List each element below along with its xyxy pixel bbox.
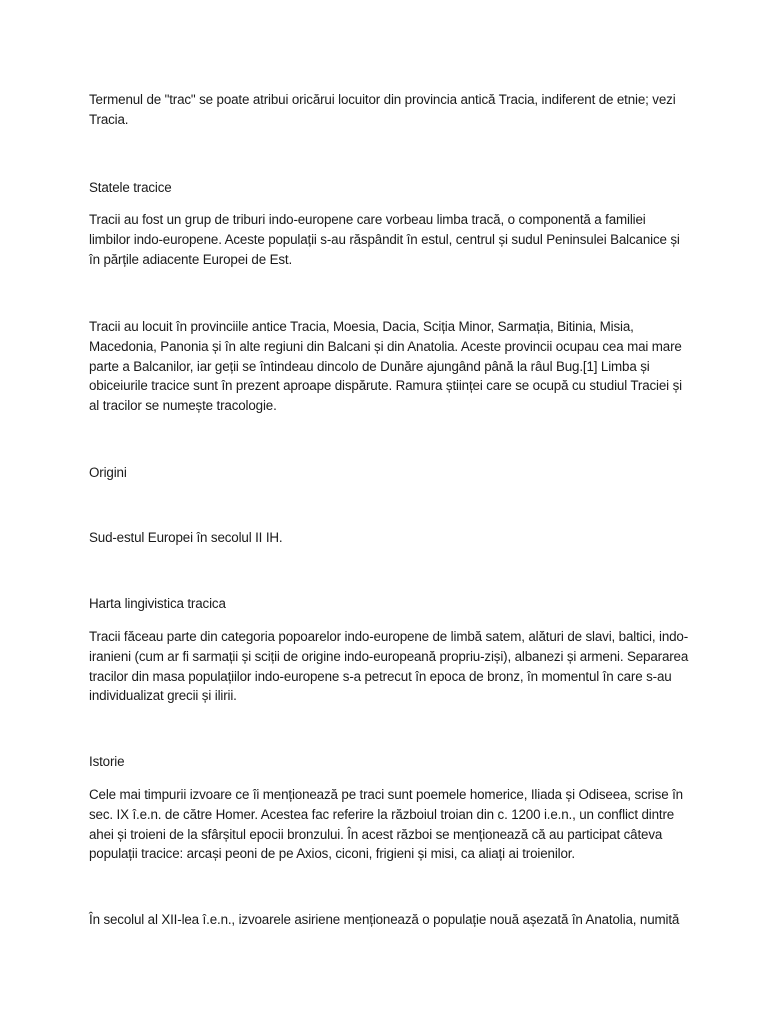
heading-harta-lingvistica: Harta lingivistica tracica [89,596,226,611]
heading-origini: Origini [89,465,127,480]
paragraph-homer: Cele mai timpurii izvoare ce îi menționează pe traci sunt poemele homerice, Iliada și Odiseea, scrise în sec. IX î.e.n. de către Homer. Acestea fac referire la războiul troian din c. 1200 i.e.n., un conflict dintre ahei și troieni de la sfârșitul epocii bronzului. În acest război se menționează că au participat câteva populații tracice: arcași peoni de pe Axios, ciconi, frigieni și misi, ca aliați ai troienilor. [89,787,683,862]
caption-sud-estul-europei: Sud-estul Europei în secolul II IH. [89,530,283,545]
heading-statele-tracice: Statele tracice [89,180,172,195]
paragraph-provincii: Tracii au locuit în provinciile antice Tracia, Moesia, Dacia, Sciția Minor, Sarmația, Bitinia, Misia, Macedonia, Panonia și în alte regiuni din Balcani și din Anatolia. Aceste provincii ocupau cea mai mare parte a Balcanilor, iar geții se întindeau dincolo de Dunăre ajungând până la râul Bug.[1] Limba și obiceiurile tracice sunt în prezent aproape dispărute. Ramura științei care se ocupă cu studiul Traciei și al tracilor se numește tracologie. [89,319,682,414]
paragraph-satem: Tracii făceau parte din categoria popoarelor indo-europene de limbă satem, alături de slavi, baltici, indo-iranieni (cum ar fi sarmații și sciții de origine indo-europeană propriu-ziși), albanezi și armeni. Separarea tracilor din masa populațiilor indo-europene s-a petrecut în epoca de bronz, în momentul în care s-au individualizat grecii și ilirii. [89,629,689,704]
paragraph-secolul-xii: În secolul al XII-lea î.e.n., izvoarele asiriene menționează o populație nouă așezată în Anatolia, numită [89,912,680,927]
intro-paragraph: Termenul de "trac" se poate atribui oricărui locuitor din provincia antică Tracia, indiferent de etnie; vezi Tracia. [89,92,676,127]
paragraph-triburi: Tracii au fost un grup de triburi indo-europene care vorbeau limba tracă, o componentă a familiei limbilor indo-europene. Aceste populații s-au răspândit în estul, centrul și sudul Peninsulei Balcanice și în părțile adiacente Europei de Est. [89,212,680,267]
heading-istorie: Istorie [89,754,125,769]
